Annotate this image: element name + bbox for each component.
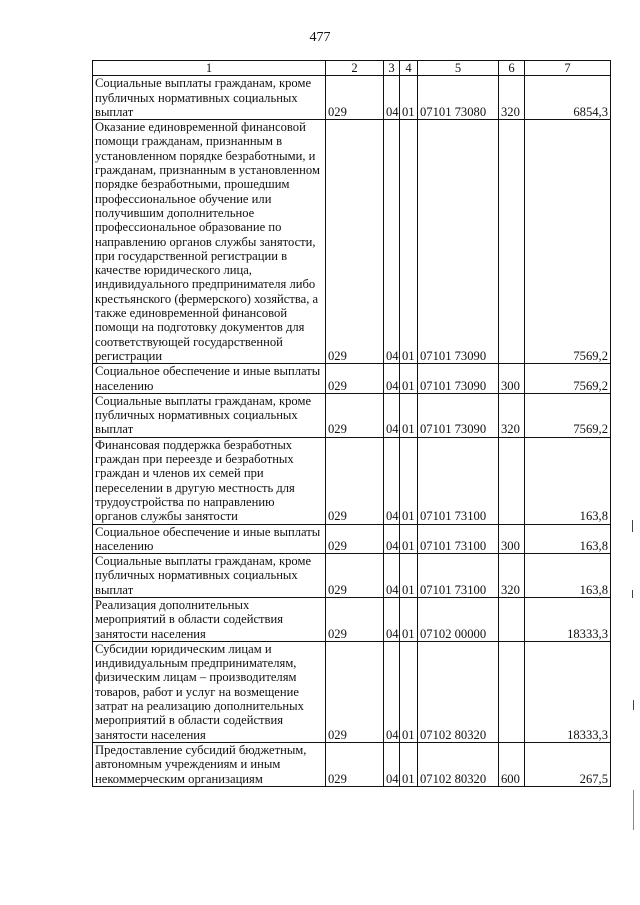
expense-type-cell xyxy=(499,437,525,524)
table-row xyxy=(93,437,611,524)
scan-mark xyxy=(633,790,634,830)
amount-cell: 163,8 xyxy=(525,554,611,598)
table-row xyxy=(93,742,611,786)
table-row xyxy=(93,597,611,641)
amount-cell: 7569,2 xyxy=(525,120,611,364)
expense-type-cell: 300 xyxy=(499,364,525,394)
section-code-cell: 04 xyxy=(384,554,400,598)
section-code-cell: 04 xyxy=(384,120,400,364)
row-name-cell xyxy=(93,524,326,554)
column-header: 1 xyxy=(93,61,326,76)
section-code-cell: 04 xyxy=(384,76,400,120)
expense-type-cell: 320 xyxy=(499,393,525,437)
amount-cell: 267,5 xyxy=(525,742,611,786)
column-header: 2 xyxy=(326,61,384,76)
table-row xyxy=(93,641,611,742)
amount-cell: 18333,3 xyxy=(525,641,611,742)
target-article-cell: 07102 80320 xyxy=(418,742,499,786)
row-name-cell xyxy=(93,641,326,742)
amount-cell: 6854,3 xyxy=(525,76,611,120)
row-name-cell xyxy=(93,364,326,394)
ministry-code-cell: 029 xyxy=(326,554,384,598)
table-row xyxy=(93,524,611,554)
section-code-cell: 04 xyxy=(384,597,400,641)
row-name-cell xyxy=(93,393,326,437)
column-header: 3 xyxy=(384,61,400,76)
row-name: Оказание единовременной финансовой помощи гражданам, признанным в установленном порядке безработными, и гражданам, признанным в установленном порядке безработными, прошедшим профессиональное обучение или получившим дополнительное профессиональное образование по направлению органов службы занятости, при государственной регистрации в качестве юридического лица, индивидуального предпринимателя либо крестьянского (фермерского) хозяйства, а также единовременной финансовой помощи на подготовку документов для соответствующей государственной регистрации xyxy=(95,120,320,363)
target-article-cell: 07101 73100 xyxy=(418,437,499,524)
column-header: 4 xyxy=(400,61,418,76)
ministry-code-cell: 029 xyxy=(326,364,384,394)
subsection-code-cell: 01 xyxy=(400,641,418,742)
subsection-code-cell: 01 xyxy=(400,364,418,394)
section-code-cell: 04 xyxy=(384,364,400,394)
table-row xyxy=(93,76,611,120)
ministry-code-cell: 029 xyxy=(326,641,384,742)
row-name: Социальные выплаты гражданам, кроме публичных нормативных социальных выплат xyxy=(95,393,312,437)
expense-type-cell xyxy=(499,597,525,641)
row-name-cell xyxy=(93,437,326,524)
budget-table xyxy=(92,60,611,787)
target-article-cell: 07101 73080 xyxy=(418,76,499,120)
target-article-cell: 07101 73100 xyxy=(418,554,499,598)
row-name-cell xyxy=(93,742,326,786)
table-row xyxy=(93,364,611,394)
column-header: 5 xyxy=(418,61,499,76)
amount-cell: 18333,3 xyxy=(525,597,611,641)
row-name-cell xyxy=(93,120,326,364)
expense-type-cell: 300 xyxy=(499,524,525,554)
amount-cell: 163,8 xyxy=(525,524,611,554)
subsection-code-cell: 01 xyxy=(400,554,418,598)
expense-type-cell xyxy=(499,641,525,742)
target-article-cell: 07101 73090 xyxy=(418,120,499,364)
table-row xyxy=(93,120,611,364)
subsection-code-cell: 01 xyxy=(400,393,418,437)
subsection-code-cell: 01 xyxy=(400,437,418,524)
target-article-cell: 07101 73090 xyxy=(418,364,499,394)
target-article-cell: 07101 73100 xyxy=(418,524,499,554)
row-name-cell xyxy=(93,554,326,598)
target-article-cell: 07102 80320 xyxy=(418,641,499,742)
target-article-cell: 07102 00000 xyxy=(418,597,499,641)
amount-cell: 7569,2 xyxy=(525,364,611,394)
row-name: Реализация дополнительных мероприятий в области содействия занятости населения xyxy=(95,597,284,641)
ministry-code-cell: 029 xyxy=(326,76,384,120)
ministry-code-cell: 029 xyxy=(326,742,384,786)
row-name: Предоставление субсидий бюджетным, автономным учреждениям и иным некоммерческим организациям xyxy=(95,742,307,786)
row-name-cell xyxy=(93,597,326,641)
column-header: 6 xyxy=(499,61,525,76)
table-row xyxy=(93,393,611,437)
expense-type-cell: 320 xyxy=(499,76,525,120)
section-code-cell: 04 xyxy=(384,742,400,786)
expense-type-cell xyxy=(499,120,525,364)
row-name-cell xyxy=(93,76,326,120)
row-name: Социальные выплаты гражданам, кроме публичных нормативных социальных выплат xyxy=(95,554,312,597)
section-code-cell: 04 xyxy=(384,524,400,554)
section-code-cell: 04 xyxy=(384,393,400,437)
table-row xyxy=(93,554,611,598)
row-name: Социальное обеспечение и иные выплаты населению xyxy=(95,364,321,393)
expense-type-cell: 600 xyxy=(499,742,525,786)
subsection-code-cell: 01 xyxy=(400,597,418,641)
header-row xyxy=(93,61,611,76)
target-article-cell: 07101 73090 xyxy=(418,393,499,437)
ministry-code-cell: 029 xyxy=(326,393,384,437)
ministry-code-cell: 029 xyxy=(326,437,384,524)
ministry-code-cell: 029 xyxy=(326,524,384,554)
subsection-code-cell: 01 xyxy=(400,76,418,120)
scan-mark xyxy=(632,520,633,532)
row-name: Финансовая поддержка безработных граждан при переезде и безработных граждан и членов их семей при переселении в другую местность для трудоустройства по направлению органов службы занятости xyxy=(95,437,295,524)
column-header: 7 xyxy=(525,61,611,76)
expense-type-cell: 320 xyxy=(499,554,525,598)
subsection-code-cell: 01 xyxy=(400,524,418,554)
ministry-code-cell: 029 xyxy=(326,120,384,364)
subsection-code-cell: 01 xyxy=(400,120,418,364)
scan-mark xyxy=(632,590,633,598)
scan-mark xyxy=(633,700,634,710)
ministry-code-cell: 029 xyxy=(326,597,384,641)
amount-cell: 7569,2 xyxy=(525,393,611,437)
row-name: Субсидии юридическим лицам и индивидуальным предпринимателям, физическим лицам – производителям товаров, работ и услуг на возмещение затрат на реализацию дополнительных мероприятий в области содействия занятости населения xyxy=(95,641,304,742)
section-code-cell: 04 xyxy=(384,437,400,524)
amount-cell: 163,8 xyxy=(525,437,611,524)
section-code-cell: 04 xyxy=(384,641,400,742)
page-number: 477 xyxy=(309,30,331,45)
subsection-code-cell: 01 xyxy=(400,742,418,786)
row-name: Социальное обеспечение и иные выплаты населению xyxy=(95,524,321,553)
row-name: Социальные выплаты гражданам, кроме публичных нормативных социальных выплат xyxy=(95,76,312,119)
